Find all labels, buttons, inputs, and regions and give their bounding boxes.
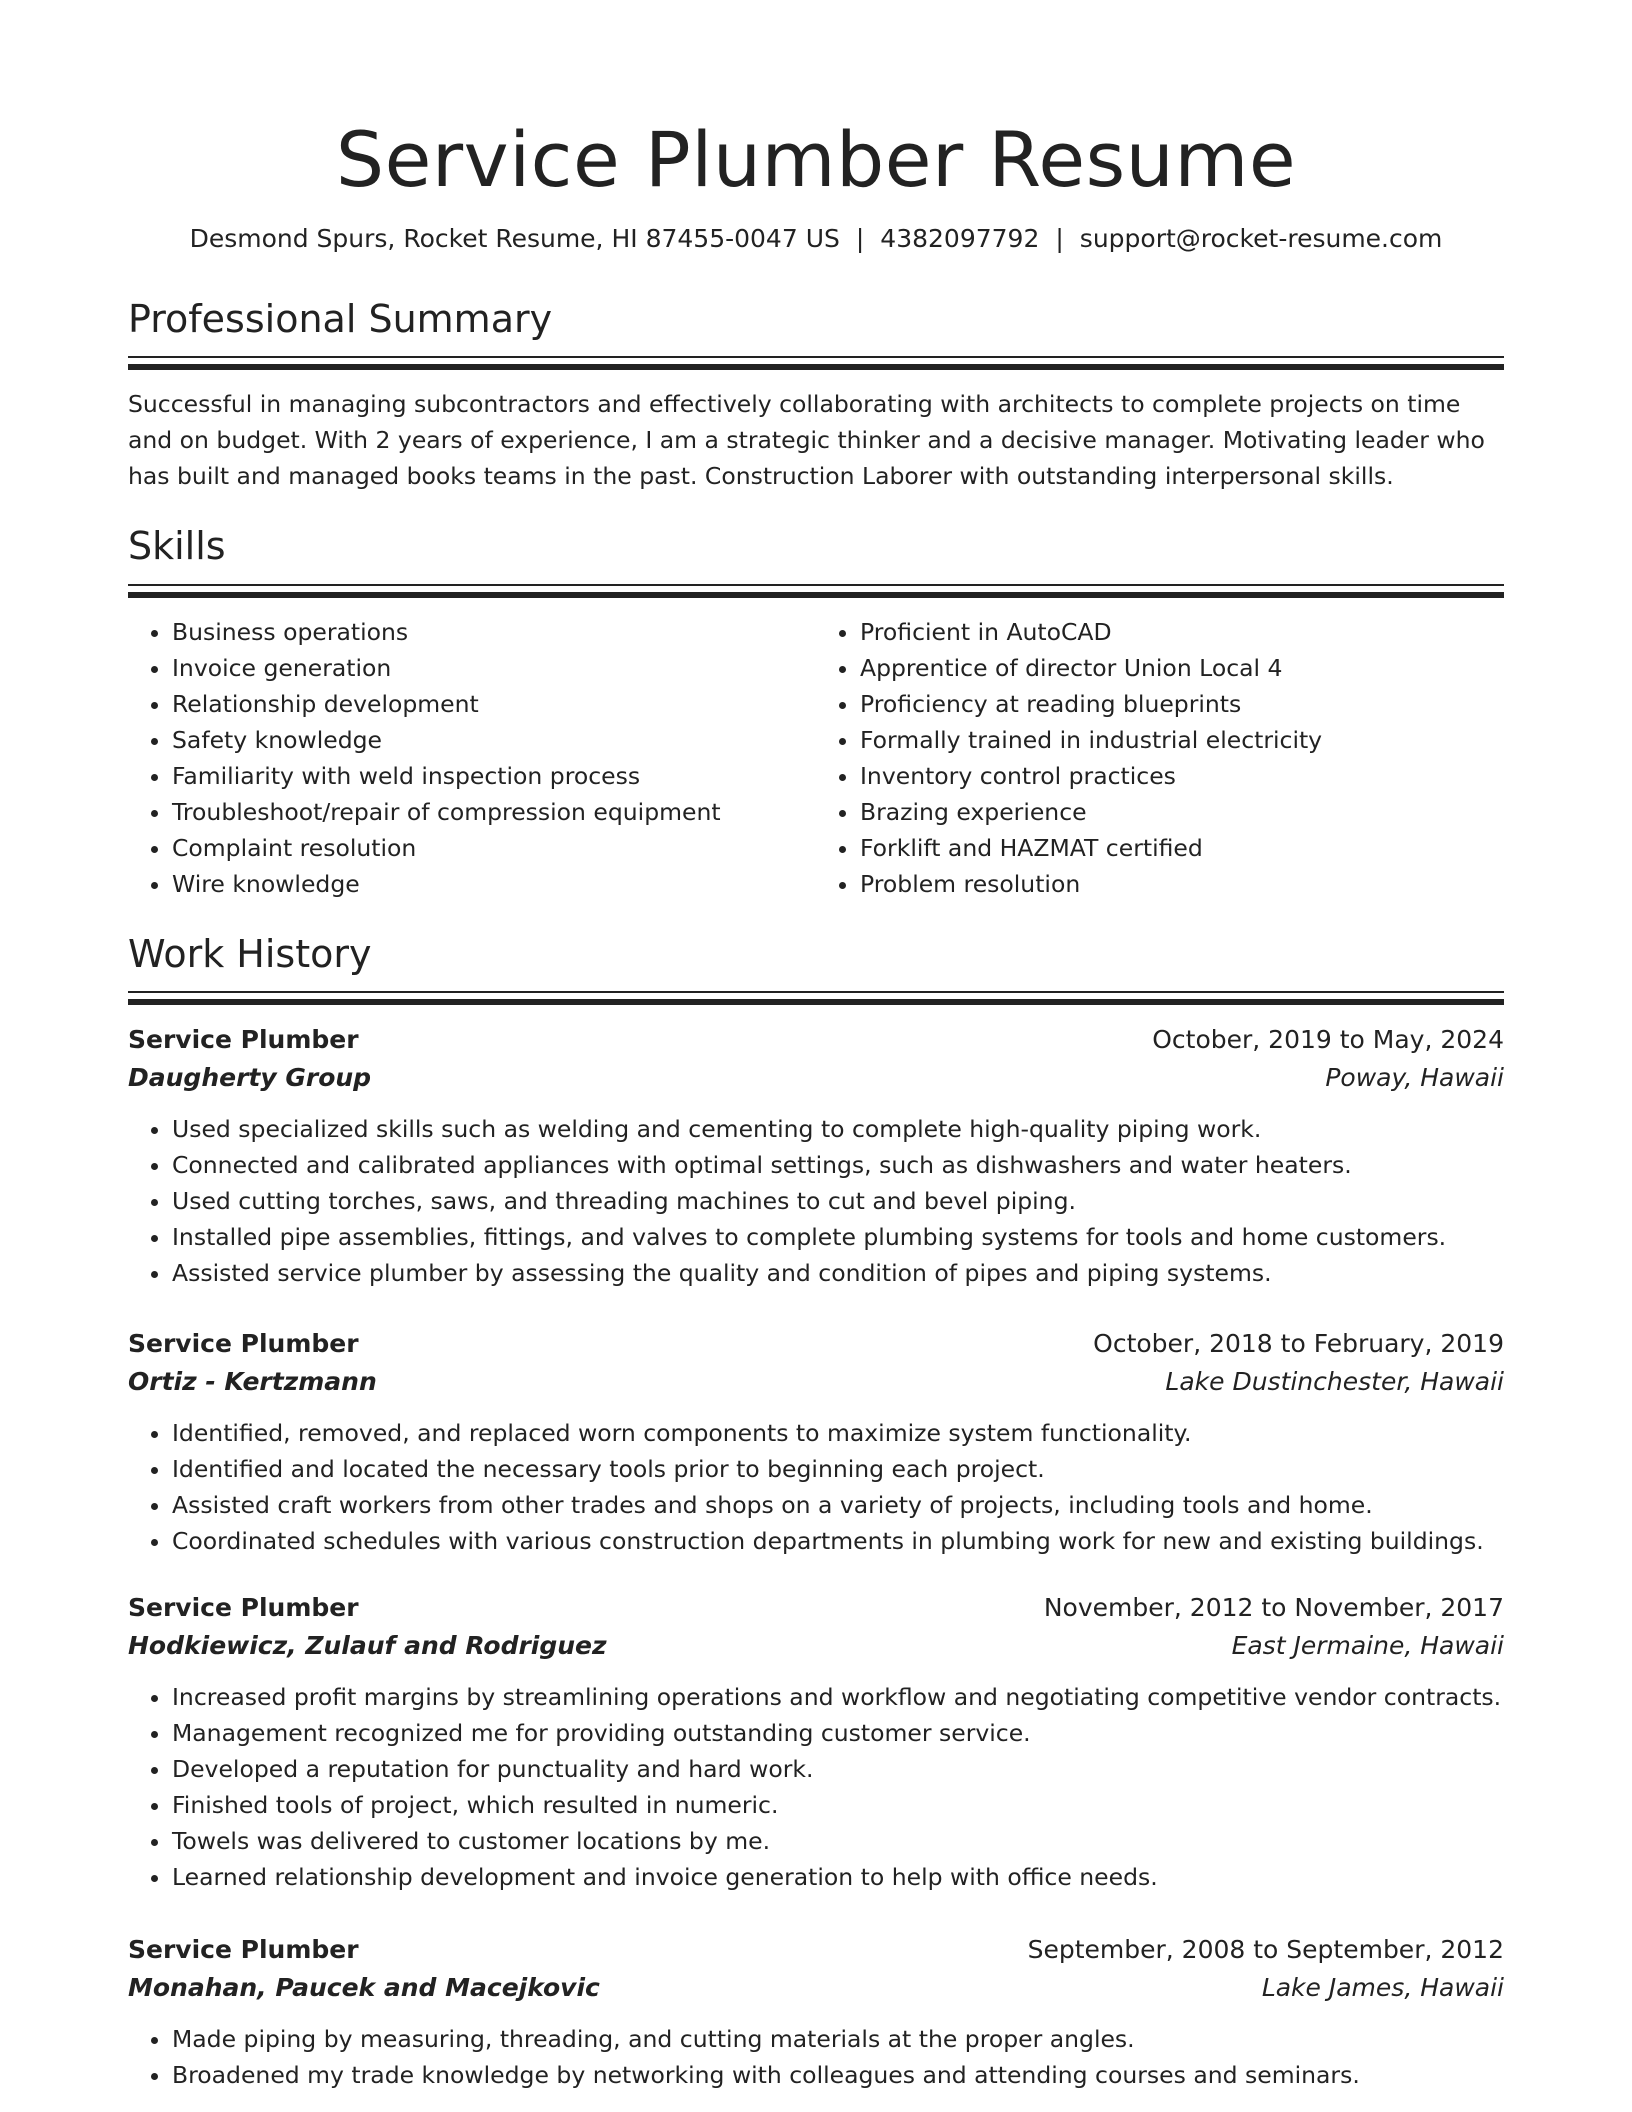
skills-section [128,524,1504,902]
skill-item: • Familiarity with weld inspection process [172,758,816,794]
job-title: Service Plumber [128,1593,359,1623]
page-title: Service Plumber Resume [335,115,1297,204]
skill-item: • Formally trained in industrial electricity [860,722,1504,758]
skill-item: • Safety knowledge [172,722,816,758]
skill-item: • Forklift and HAZMAT certified [860,830,1504,866]
skill-item: • Complaint resolution [172,830,816,866]
job-entry [128,1931,1504,2093]
skill-item: • Inventory control practices [860,758,1504,794]
job-bullet: • Increased profit margins by streamlining operations and workflow and negotiating competitive vendor contracts. [172,1679,1504,1715]
job-title: Service Plumber [128,1025,359,1055]
contact-email: support@rocket-resume.com [1079,223,1443,253]
contact-line [128,224,1504,253]
job-dates: November, 2012 to November, 2017 [1043,1593,1504,1623]
summary-text: Successful in managing subcontractors and effectively collaborating with architects to complete projects on time and on budget. With 2 years of experience, I am a strategic thinker and a decisive manager. Motivating leader who has built and managed books teams in the past. Construction Laborer with outstanding interpersonal skills. [128,390,1485,491]
skill-item: • Troubleshoot/repair of compression equipment [172,794,816,830]
skill-item: • Brazing experience [860,794,1504,830]
contact-separator: | [1055,223,1064,253]
section-divider [128,991,1504,1005]
job-dates: October, 2018 to February, 2019 [1093,1329,1504,1359]
skill-item: • Apprentice of director Union Local 4 [860,650,1504,686]
job-dates: October, 2019 to May, 2024 [1152,1025,1504,1055]
work-history-section [128,932,1504,2094]
job-bullet: • Used cutting torches, saws, and threading machines to cut and bevel piping. [172,1183,1504,1219]
job-location: East Jermaine, Hawaii [1231,1631,1504,1661]
skill-item: • Business operations [172,614,816,650]
job-bullet: • Broadened my trade knowledge by networking with colleagues and attending courses and seminars. [172,2057,1504,2093]
job-bullets [128,1111,1504,1291]
job-company: Daugherty Group [128,1063,372,1093]
job-bullet: • Identified, removed, and replaced worn components to maximize system functionality. [172,1415,1504,1451]
job-title: Service Plumber [128,1935,359,1965]
job-bullets [128,1415,1504,1559]
skill-item: • Invoice generation [172,650,816,686]
work-history-heading: Work History [128,931,372,976]
skill-item: • Proficient in AutoCAD [860,614,1504,650]
section-divider [128,356,1504,370]
job-bullet: • Learned relationship development and invoice generation to help with office needs. [172,1859,1504,1895]
job-location: Lake Dustinchester, Hawaii [1165,1367,1504,1397]
job-title: Service Plumber [128,1329,359,1359]
job-bullet: • Finished tools of project, which resulted in numeric. [172,1787,1504,1823]
job-bullet: • Assisted service plumber by assessing the quality and condition of pipes and piping systems. [172,1255,1504,1291]
contact-separator: | [855,223,865,253]
job-bullet: • Used specialized skills such as welding and cementing to complete high-quality piping work. [172,1111,1504,1147]
job-location: Poway, Hawaii [1325,1063,1504,1093]
job-bullets [128,2021,1504,2093]
job-dates: September, 2008 to September, 2012 [1027,1935,1504,1965]
section-divider [128,584,1504,598]
job-location: Lake James, Hawaii [1261,1973,1504,2003]
skill-item: • Proficiency at reading blueprints [860,686,1504,722]
job-bullet: • Coordinated schedules with various construction departments in plumbing work for new and existing buildings. [172,1523,1504,1559]
job-entry [128,1325,1504,1559]
contact-phone: 4382097792 [880,223,1040,253]
job-bullet: • Developed a reputation for punctuality and hard work. [172,1751,1504,1787]
job-bullet: • Made piping by measuring, threading, and cutting materials at the proper angles. [172,2021,1504,2057]
job-company: Ortiz - Kertzmann [128,1367,377,1397]
skills-heading: Skills [128,524,226,569]
skills-columns [128,614,1504,902]
summary-section [128,297,1504,495]
job-bullet: • Identified and located the necessary tools prior to beginning each project. [172,1451,1504,1487]
job-bullet: • Connected and calibrated appliances with optimal settings, such as dishwashers and water heaters. [172,1147,1504,1183]
skill-item: • Problem resolution [860,866,1504,902]
job-bullet: • Installed pipe assemblies, fittings, and valves to complete plumbing systems for tools and home customers. [172,1219,1504,1255]
job-company: Hodkiewicz, Zulauf and Rodriguez [128,1631,607,1661]
summary-heading: Professional Summary [128,296,553,341]
job-bullets [128,1679,1504,1895]
job-company: Monahan, Paucek and Macejkovic [128,1973,600,2003]
skills-list-left [128,614,816,902]
skills-list-right [816,614,1504,902]
contact-address: Desmond Spurs, Rocket Resume, HI 87455-0047 US [189,223,840,253]
skill-item: • Relationship development [172,686,816,722]
skill-item: • Wire knowledge [172,866,816,902]
job-entry [128,1021,1504,1291]
job-bullet: • Towels was delivered to customer locations by me. [172,1823,1504,1859]
job-entry [128,1589,1504,1895]
job-bullet: • Management recognized me for providing outstanding customer service. [172,1715,1504,1751]
job-bullet: • Assisted craft workers from other trades and shops on a variety of projects, including tools and home. [172,1487,1504,1523]
